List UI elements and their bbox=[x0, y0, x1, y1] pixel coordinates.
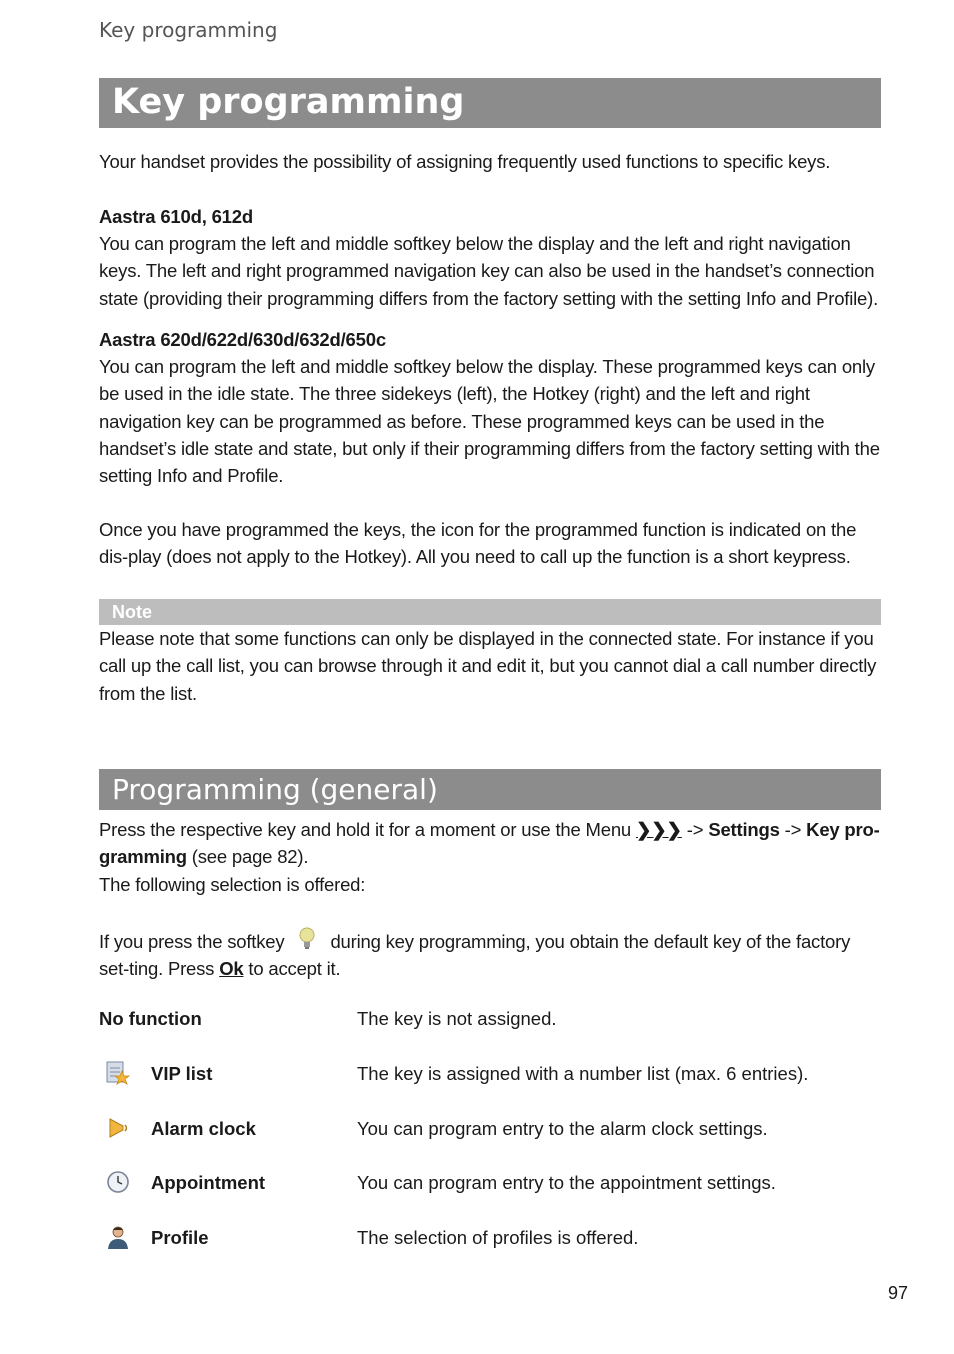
function-row bbox=[99, 1222, 881, 1256]
function-desc: You can program entry to the appointment settings. bbox=[357, 1172, 776, 1193]
softkey-paragraph: If you press the softkey during key programming, you obtain the default key of the factory set-ting. Press Ok to accept it. bbox=[99, 924, 881, 983]
selection-offered: The following selection is offered: bbox=[99, 873, 366, 895]
body-620: You can program the left and middle softkey below the display. These programmed keys can only be used in the idle state. The three sidekeys (left), the Hotkey (right) and the left and right navigation key can be programmed as before. These programmed keys can be used in the handset’s idle state and state, but only if their programming differs from the factory setting with the setting Info and Profile. bbox=[99, 356, 880, 487]
function-name: Appointment bbox=[151, 1172, 266, 1193]
note-body: Please note that some functions can only be displayed in the connected state. For instance if you call up the call list, you can browse through it and edit it, but you cannot dial a call number directly from the list. bbox=[99, 628, 877, 704]
vip-list-icon bbox=[105, 1060, 131, 1086]
function-row bbox=[99, 1113, 881, 1147]
intro-paragraph: Your handset provides the possibility of assigning frequently used functions to specific keys. bbox=[99, 151, 831, 172]
bulb-icon bbox=[292, 924, 322, 954]
body-610: You can program the left and middle softkey below the display and the left and right navigation keys. The left and right programmed navigation key can also be used in the handset’s connection state (providing their programming differs from the factory setting with the setting Info and Profile). bbox=[99, 233, 879, 309]
person-icon bbox=[105, 1224, 131, 1250]
after-program-paragraph: Once you have programmed the keys, the icon for the programmed function is indicated on the dis-play (does not apply to the Hotkey). All you need to call up the function is a short keypress. bbox=[99, 519, 857, 568]
key-programming-label: Key pro-gramming bbox=[99, 819, 880, 868]
section-title-general: Programming (general) bbox=[99, 769, 881, 810]
function-row bbox=[99, 1058, 881, 1092]
heading-610: Aastra 610d, 612d bbox=[99, 206, 253, 227]
note-label: Note bbox=[99, 599, 881, 625]
page-title: Key programming bbox=[99, 78, 881, 128]
function-desc: The selection of profiles is offered. bbox=[357, 1227, 639, 1248]
function-name: VIP list bbox=[151, 1063, 213, 1084]
heading-620: Aastra 620d/622d/630d/632d/650c bbox=[99, 329, 386, 350]
menu-symbol: ❯❯❯ bbox=[635, 819, 682, 840]
function-name: No function bbox=[99, 1008, 202, 1029]
page-number: 97 bbox=[888, 1283, 909, 1303]
function-desc: The key is assigned with a number list (max. 6 entries). bbox=[357, 1063, 809, 1084]
settings-label: Settings bbox=[708, 819, 780, 840]
function-name: Alarm clock bbox=[151, 1118, 256, 1139]
function-name: Profile bbox=[151, 1227, 209, 1248]
ok-softkey-label: Ok bbox=[219, 958, 244, 980]
general-paragraph: Press the respective key and hold it for a moment or use the Menu ❯❯❯ -> Settings -> Key pro-gramming (see page 82). The following selection is offered: bbox=[99, 819, 880, 895]
function-desc: You can program entry to the alarm clock settings. bbox=[357, 1118, 768, 1139]
function-row bbox=[99, 1167, 881, 1201]
function-desc: The key is not assigned. bbox=[357, 1008, 557, 1029]
function-row bbox=[99, 1003, 881, 1037]
running-head: Key programming bbox=[99, 18, 278, 42]
clock-icon bbox=[105, 1169, 131, 1195]
alarm-bell-icon bbox=[105, 1115, 131, 1141]
